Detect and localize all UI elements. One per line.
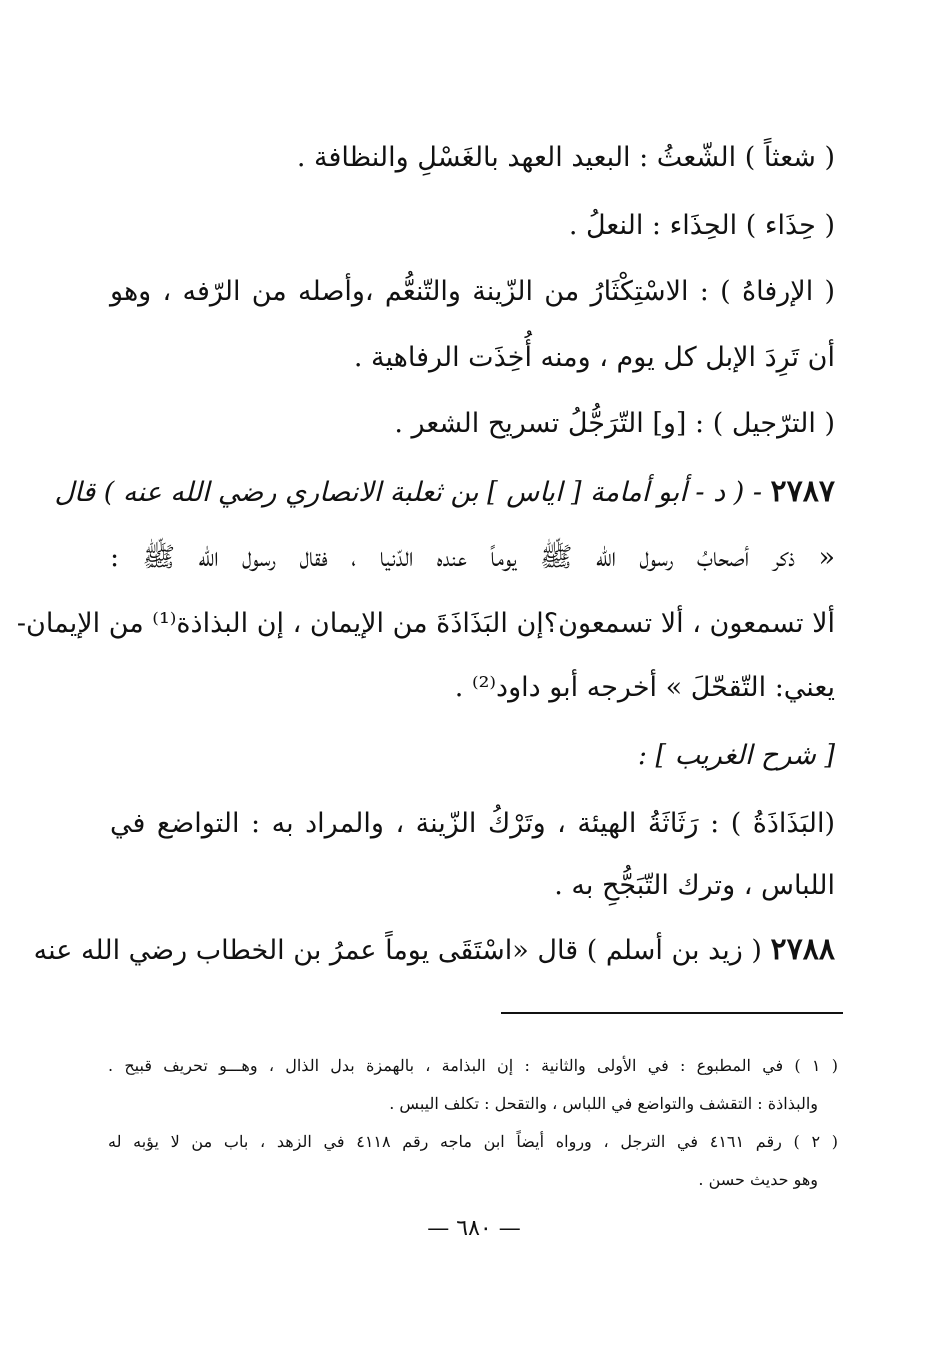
footnote-1: ( ١ ) في المطبوع : في الأولى والثانية : إن البذامة ، بالهمزة بدل الذال ، وهـــو تحريف قبيح . (108, 1056, 839, 1075)
gloss-line-2: ( حِذَاء ) الحِذَاء : النعلُ . (568, 210, 835, 241)
sharh-line-2: اللباس ، وترك التّبَجُّحِ به . (554, 870, 835, 901)
footnote-2: ( ٢ ) رقم ٤١٦١ في الترجل ، ورواه أيضاً ابن ماجه رقم ٤١١٨ في الزهد ، باب من لا يؤبه له (108, 1132, 839, 1151)
gloss-line-3: ( الإرفاهُ ) : الاسْتِكْثَارُ من الزّينة والتّنعُّم ،وأصله من الرّفه ، وهو (110, 276, 835, 307)
sharh-line-1: (البَذَاذَةُ ) : رَثَاثَةُ الهيئة ، وتَرْكُ الزّينة ، والمراد به : التواضع في (110, 808, 835, 839)
hadith-number: ٢٧٨٧ (770, 474, 835, 509)
gloss-line-4: أن تَرِدَ الإبل كل يوم ، ومنه أُخِذَت الرفاهية . (353, 342, 835, 373)
gloss-line-1: ( شعثاً ) الشّعثُ : البعيد العهد بالغَسْلِ والنظافة . (296, 142, 835, 173)
hadith-2787-text-3: يعني: التّقحّلَ » أخرجه أبو داود⁽²⁾ . (454, 672, 835, 703)
page-number: — ٦٨٠ — (427, 1216, 521, 1241)
hadith-narrator: - ( د - أبو أمامة [ اياس ] بن ثعلبة الانصاري رضي الله عنه ) قال (54, 477, 762, 508)
hadith-2788-heading (33, 930, 835, 971)
footnote-1-cont: والبذاذة : التقشف والتواضع في اللباس ، والتقحل : تكلف اليبس . (389, 1094, 818, 1113)
hadith-text: ( زيد بن أسلم ) قال «اسْتَقَى يوماً عمرُ بن الخطاب رضي الله عنه (33, 935, 762, 966)
hadith-2787-text-1: « ذكر أصحابُ رسول الله ﷺ يوماً عنده الدّنيا ، فقال رسول الله ﷺ : (110, 542, 835, 573)
hadith-number: ٢٧٨٨ (770, 932, 835, 967)
hadith-2787-text-2: ألا تسمعون ، ألا تسمعون؟إن البَذَاذَةَ من الإيمان ، إن البذاذة⁽¹⁾ من الإيمان- (16, 608, 835, 639)
footnote-separator (501, 1012, 843, 1014)
sharh-heading: [ شرح الغريب ] : (637, 740, 835, 771)
gloss-line-5: ( الترّجيل ) : [و] التّرَجُّلُ تسريح الشعر . (394, 408, 835, 439)
footnote-2-cont: وهو حديث حسن . (698, 1170, 818, 1189)
hadith-2787-heading (54, 472, 835, 513)
